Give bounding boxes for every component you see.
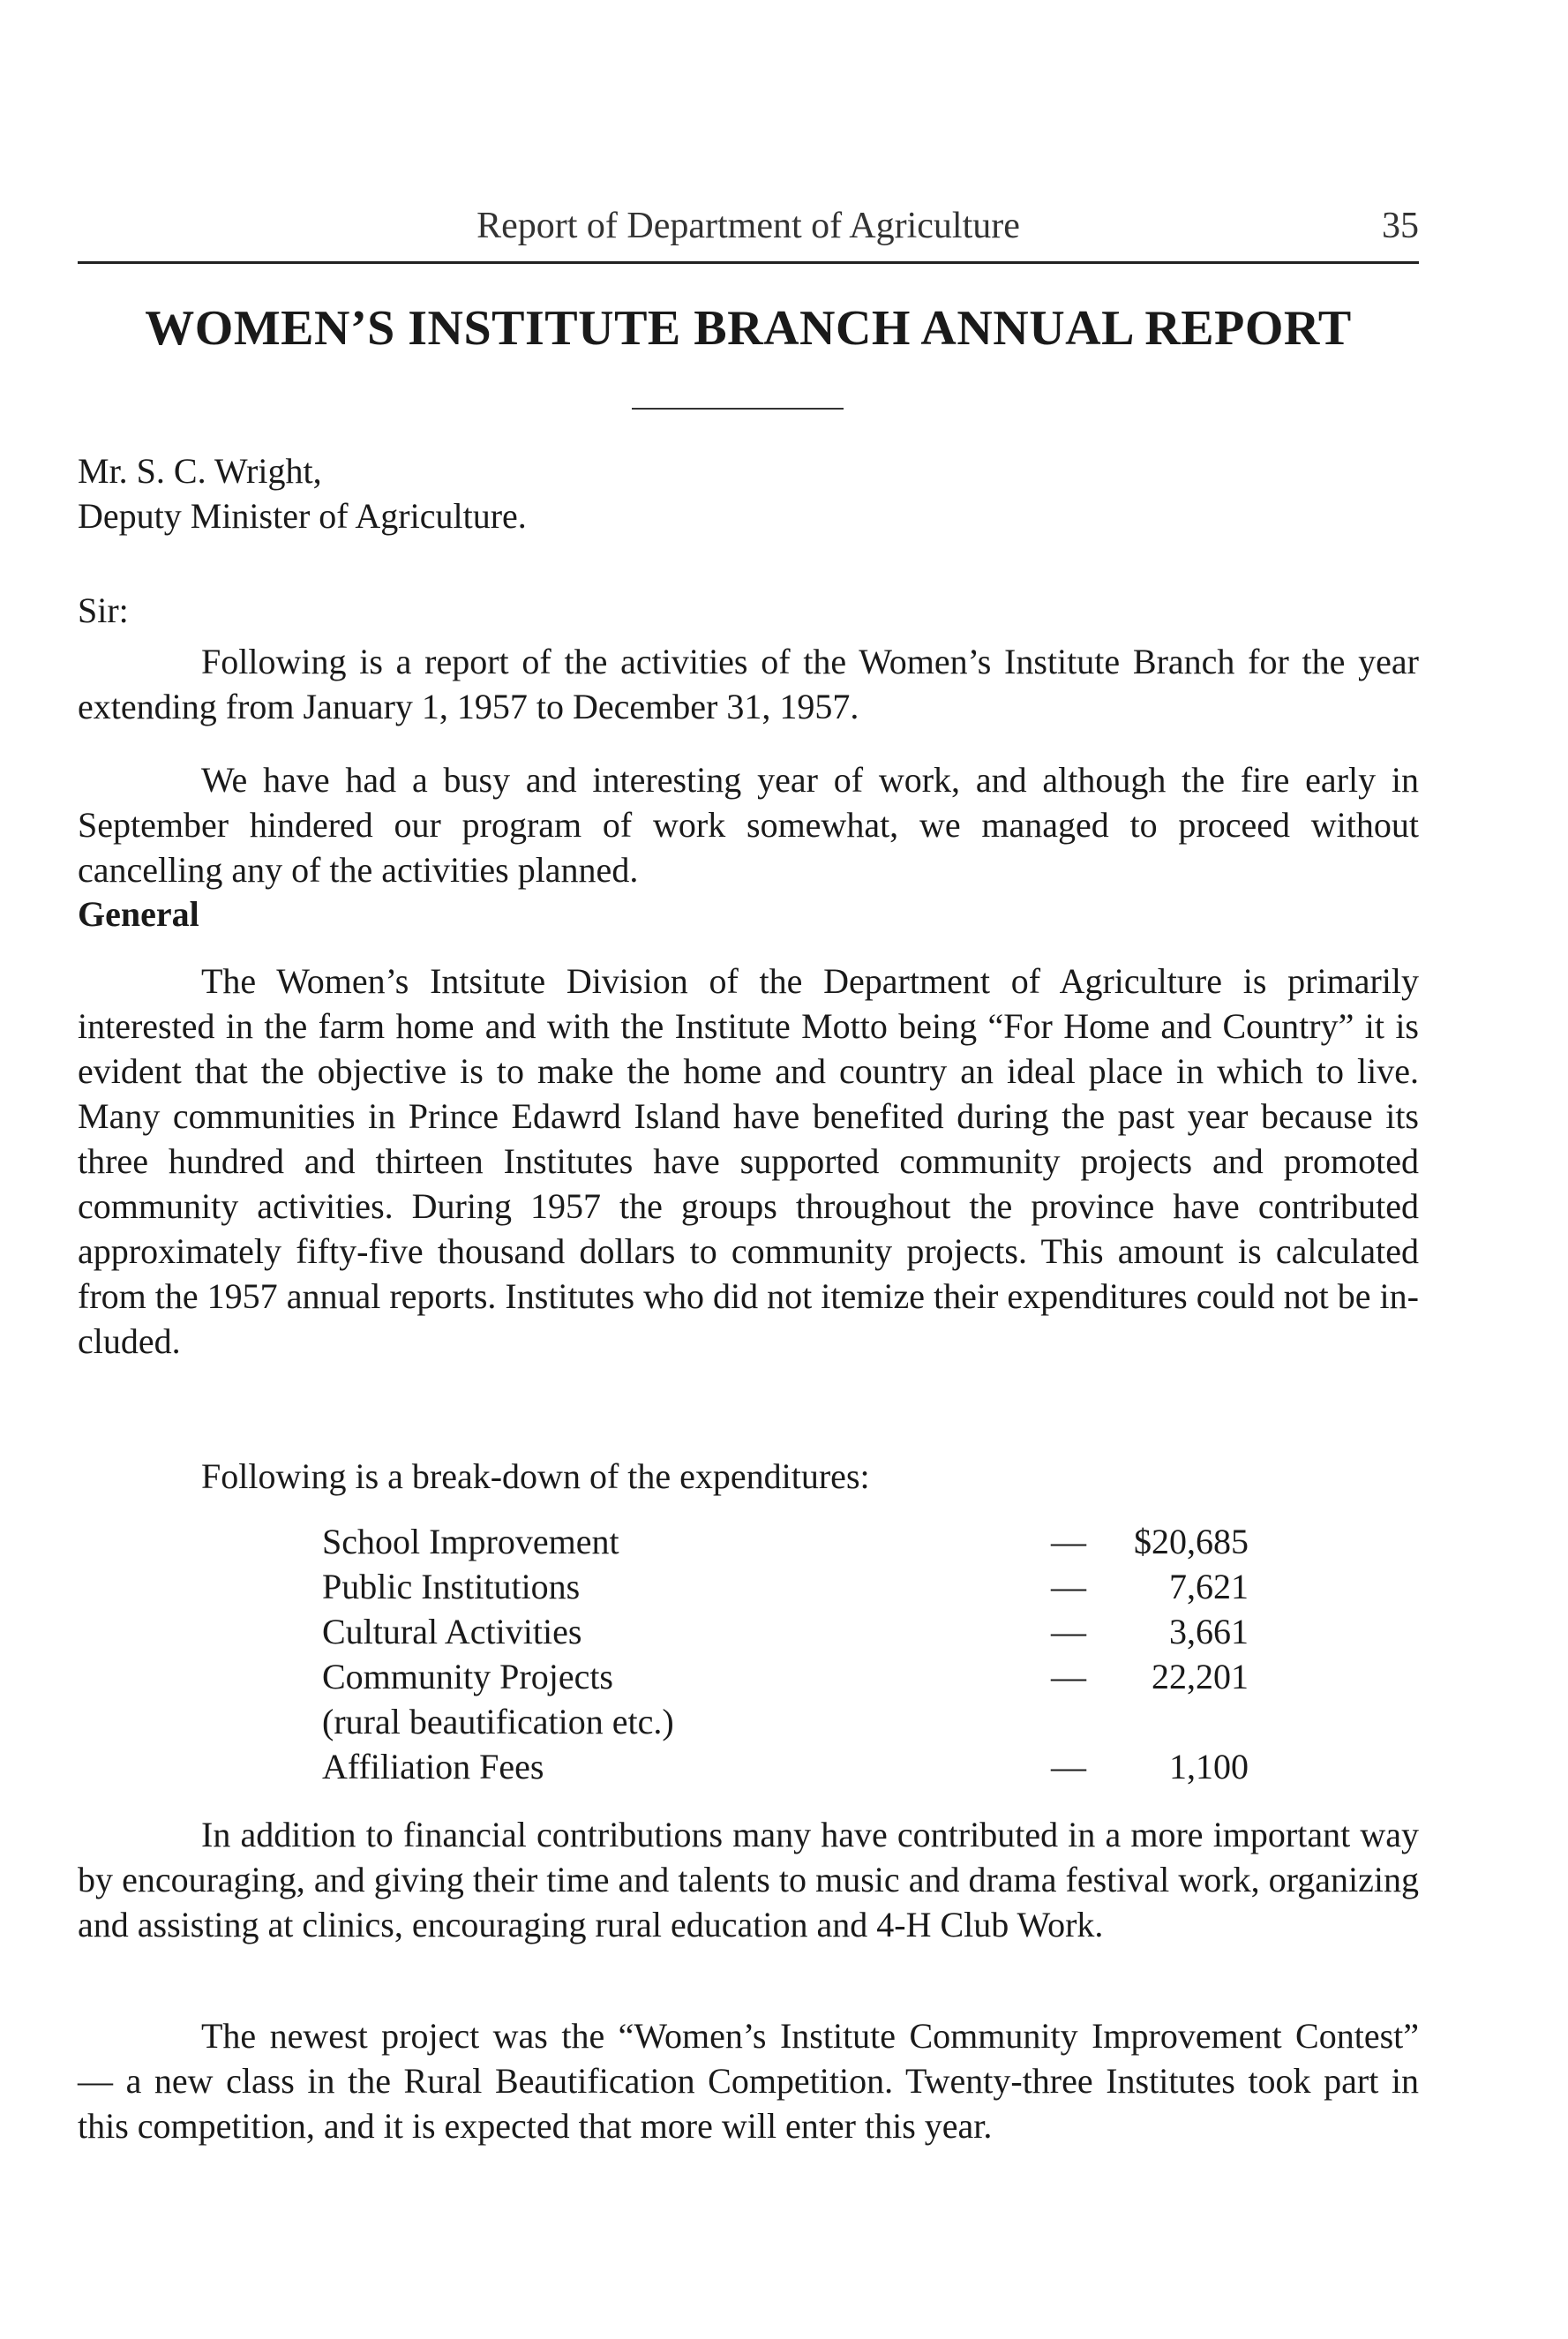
page-title: WOMEN’S INSTITUTE BRANCH ANNUAL REPORT xyxy=(145,301,1352,356)
table-row xyxy=(322,1564,1249,1609)
page-number: 35 xyxy=(1382,206,1419,246)
addressee-title: Deputy Minister of Agriculture. xyxy=(78,496,527,536)
paragraph-contributions: In addition to financial contributions many have contributed in a more important way by encouraging, and giving their time and talents to music and drama festival work, organizing and assisting at clinics, encouraging rural education and 4-H Club Work. xyxy=(78,1815,1419,1944)
paragraph-busy-year: We have had a busy and interesting year of work, and although the fire early in September hindered our program of work somewhat, we managed to proceed without cancelling any of the activities planned. xyxy=(78,760,1419,890)
title-divider xyxy=(632,408,844,410)
expenditure-amount: $20,685 xyxy=(1134,1522,1249,1561)
addressee-name: Mr. S. C. Wright, xyxy=(78,451,322,491)
table-row xyxy=(322,1744,1249,1789)
expenditure-dash: — xyxy=(1051,1522,1086,1561)
addressee-block xyxy=(78,448,1419,538)
expenditure-label: Affiliation Fees xyxy=(322,1747,544,1786)
expenditures-lead: Following is a break-down of the expenditures: xyxy=(201,1456,870,1496)
expenditure-amount: 22,201 xyxy=(1152,1657,1249,1696)
running-header xyxy=(78,205,1419,258)
expenditure-label: Community Projects xyxy=(322,1657,613,1696)
expenditure-dash: — xyxy=(1051,1657,1086,1696)
expenditure-dash: — xyxy=(1051,1747,1086,1786)
salutation: Sir: xyxy=(78,590,129,630)
expenditure-amount: 7,621 xyxy=(1169,1567,1249,1606)
expenditure-dash: — xyxy=(1051,1612,1086,1651)
section-heading-general: General xyxy=(78,894,199,934)
header-rule xyxy=(78,261,1419,264)
expenditure-label: Cultural Activities xyxy=(322,1612,582,1651)
table-row xyxy=(322,1609,1249,1654)
expenditure-amount: 3,661 xyxy=(1169,1612,1249,1651)
table-row xyxy=(322,1699,1249,1744)
paragraph-newest-project: The newest project was the “Women’s Institute Community Improvement Contest” — a new class in the Rural Beautification Competition. Twenty-three Institutes took part in this competition, and it is expected that more will enter this year. xyxy=(78,2016,1419,2146)
expenditure-amount: 1,100 xyxy=(1169,1747,1249,1786)
table-row xyxy=(322,1519,1249,1564)
paragraph-intro: Following is a report of the activities of the Women’s Institute Branch for the year extending from January 1, 1957 to December 31, 1957. xyxy=(78,642,1419,726)
expenditure-label: School Improvement xyxy=(322,1522,619,1561)
running-title: Report of Department of Agriculture xyxy=(476,206,1020,246)
table-row xyxy=(322,1654,1249,1699)
expenditure-label: Public Institutions xyxy=(322,1567,581,1606)
paragraph-general: The Women’s Intsitute Division of the Department of Agriculture is primarily interested in the farm home and with the Institute Motto being “For Home and Country” it is evident that the objective is to make the home and country an ideal place in which to live. Many communities in Prince Edawrd Island have benefited during the past year because its three hundred and thirteen Institutes have supported community projects and promoted community activities. During 1957 the groups throughout the province have contributed approximately fifty-five thousand dollars to community projects. This amount is calculated from the 1957 annual reports. Institutes who did not itemize their expenditures could not be included. xyxy=(78,961,1419,1361)
expenditure-label: (rural beautification etc.) xyxy=(322,1702,674,1741)
expenditures-table xyxy=(322,1519,1249,1789)
expenditure-dash: — xyxy=(1051,1567,1086,1606)
